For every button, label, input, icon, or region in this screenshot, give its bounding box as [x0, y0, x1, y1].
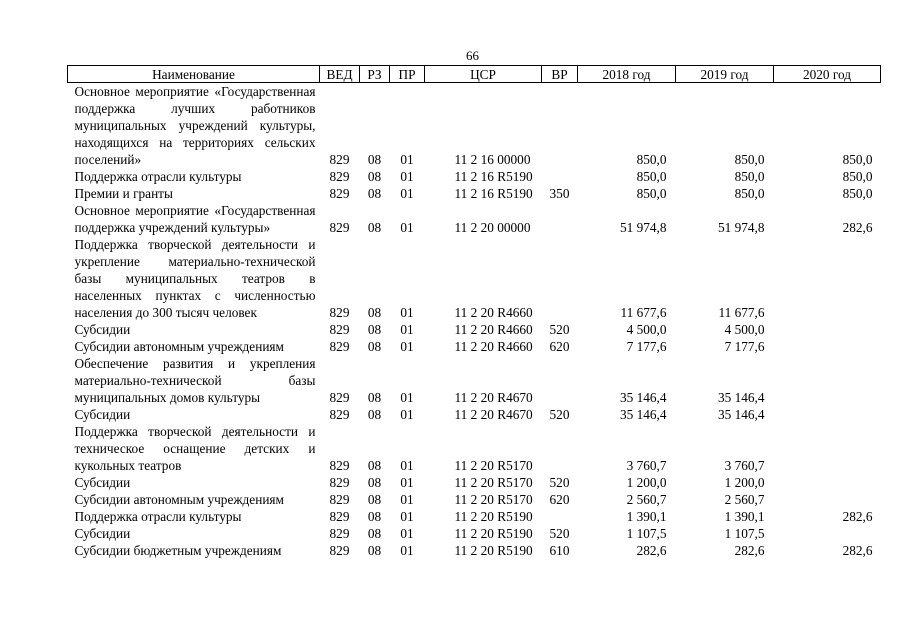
- row-ved: 829: [329, 543, 350, 558]
- table-row: [68, 508, 881, 525]
- row-csr: 11 2 16 R5190: [454, 186, 533, 201]
- row-vr: 520: [549, 322, 570, 337]
- page-number: 66: [466, 48, 479, 63]
- row-pr: 01: [400, 475, 414, 490]
- row-name: Поддержка отрасли культуры: [74, 169, 242, 184]
- row-amount-2018: 2 560,7: [626, 492, 667, 507]
- row-vr: 350: [549, 186, 570, 201]
- row-vr: [542, 355, 578, 406]
- table-row: [68, 321, 881, 338]
- table-row: [68, 423, 881, 474]
- row-amount-2018: 1 390,1: [626, 509, 667, 524]
- row-amount-2020: [774, 491, 881, 508]
- row-amount-2020: 850,0: [842, 169, 873, 184]
- row-vr: [542, 202, 578, 236]
- row-rz: 08: [367, 492, 382, 507]
- row-pr: 01: [400, 186, 414, 201]
- row-pr: 01: [400, 169, 414, 184]
- table-row: [68, 83, 881, 169]
- row-name: Субсидии бюджетным учреждениям: [74, 543, 282, 558]
- row-amount-2018: 850,0: [636, 186, 667, 201]
- row-amount-2018: 51 974,8: [619, 220, 667, 235]
- row-vr: [542, 83, 578, 169]
- row-rz: 08: [367, 407, 382, 422]
- row-csr: 11 2 20 R5190: [454, 526, 533, 541]
- row-pr: 01: [400, 152, 414, 167]
- row-vr: [542, 423, 578, 474]
- row-name: Субсидии автономным учреждениям: [74, 339, 284, 354]
- row-csr: 11 2 20 R5170: [454, 475, 533, 490]
- row-amount-2020: [774, 474, 881, 491]
- row-csr: 11 2 16 00000: [454, 152, 531, 167]
- column-header-name: Наименование: [68, 66, 320, 83]
- row-name: Основное мероприятие «Государственная поддержка лучших работников муниципальных учреждений культуры, находящихся на территориях сельских поселений»: [74, 84, 316, 167]
- row-amount-2019: 850,0: [734, 186, 765, 201]
- row-ved: 829: [329, 186, 350, 201]
- row-amount-2019: 2 560,7: [724, 492, 765, 507]
- row-amount-2018: 850,0: [636, 152, 667, 167]
- row-amount-2019: 1 390,1: [724, 509, 765, 524]
- row-name: Поддержка отрасли культуры: [74, 509, 242, 524]
- row-rz: 08: [367, 339, 382, 354]
- row-ved: 829: [329, 526, 350, 541]
- row-amount-2020: [774, 321, 881, 338]
- table-row: [68, 185, 881, 202]
- table-row: [68, 406, 881, 423]
- row-pr: 01: [400, 526, 414, 541]
- row-name: Поддержка творческой деятельности и укрепление материально-технической базы муниципальных театров в населенных пунктах с численностью населения до 300 тысяч человек: [74, 237, 316, 320]
- row-rz: 08: [367, 475, 382, 490]
- row-csr: 11 2 20 R5190: [454, 543, 533, 558]
- row-rz: 08: [367, 322, 382, 337]
- table-row: [68, 525, 881, 542]
- row-csr: 11 2 20 00000: [454, 220, 531, 235]
- table-row: [68, 542, 881, 559]
- row-amount-2018: 1 200,0: [626, 475, 667, 490]
- row-amount-2020: 282,6: [842, 220, 873, 235]
- row-amount-2018: 11 677,6: [620, 305, 667, 320]
- row-ved: 829: [329, 220, 350, 235]
- row-amount-2019: 35 146,4: [717, 390, 765, 405]
- row-rz: 08: [367, 305, 382, 320]
- table-row: [68, 355, 881, 406]
- row-amount-2020: [774, 236, 881, 321]
- row-ved: 829: [329, 390, 350, 405]
- column-header-csr: ЦСР: [425, 66, 542, 83]
- row-pr: 01: [400, 492, 414, 507]
- column-header-rz: РЗ: [360, 66, 390, 83]
- row-pr: 01: [400, 543, 414, 558]
- row-ved: 829: [329, 169, 350, 184]
- row-amount-2020: [774, 525, 881, 542]
- row-pr: 01: [400, 509, 414, 524]
- row-csr: 11 2 16 R5190: [454, 169, 533, 184]
- row-amount-2019: 850,0: [734, 169, 765, 184]
- column-header-2018: 2018 год: [578, 66, 676, 83]
- table-row: [68, 168, 881, 185]
- budget-table: [67, 65, 881, 559]
- row-rz: 08: [367, 526, 382, 541]
- row-amount-2020: 850,0: [842, 152, 873, 167]
- row-ved: 829: [329, 492, 350, 507]
- row-rz: 08: [367, 186, 382, 201]
- row-amount-2019: 51 974,8: [717, 220, 765, 235]
- row-vr: 620: [549, 339, 570, 354]
- column-header-pr: ПР: [390, 66, 425, 83]
- row-pr: 01: [400, 407, 414, 422]
- row-amount-2018: 850,0: [636, 169, 667, 184]
- row-amount-2020: [774, 423, 881, 474]
- row-amount-2018: 4 500,0: [626, 322, 667, 337]
- row-rz: 08: [367, 509, 382, 524]
- row-amount-2018: 1 107,5: [626, 526, 667, 541]
- row-vr: 520: [549, 526, 570, 541]
- row-amount-2019: 7 177,6: [724, 339, 765, 354]
- row-name: Основное мероприятие «Государственная поддержка учреждений культуры»: [74, 203, 316, 235]
- row-vr: 520: [549, 407, 570, 422]
- row-amount-2018: 7 177,6: [626, 339, 667, 354]
- row-name: Субсидии: [74, 322, 131, 337]
- row-rz: 08: [367, 458, 382, 473]
- row-name: Премии и гранты: [74, 186, 173, 201]
- table-header-row: [68, 66, 881, 83]
- row-name: Поддержка творческой деятельности и техническое оснащение детских и кукольных театров: [74, 424, 316, 473]
- row-rz: 08: [367, 220, 382, 235]
- row-pr: 01: [400, 339, 414, 354]
- row-name: Субсидии автономным учреждениям: [74, 492, 284, 507]
- column-header-2019: 2019 год: [676, 66, 774, 83]
- row-csr: 11 2 20 R4670: [454, 390, 533, 405]
- row-amount-2019: 4 500,0: [724, 322, 765, 337]
- row-name: Субсидии: [74, 526, 131, 541]
- column-header-vr: ВР: [542, 66, 578, 83]
- row-amount-2020: 282,6: [842, 543, 873, 558]
- column-header-2020: 2020 год: [774, 66, 881, 83]
- row-csr: 11 2 20 R4660: [454, 305, 533, 320]
- row-amount-2020: 282,6: [842, 509, 873, 524]
- row-name: Субсидии: [74, 475, 131, 490]
- row-amount-2018: 3 760,7: [626, 458, 667, 473]
- row-ved: 829: [329, 475, 350, 490]
- row-csr: 11 2 20 R4660: [454, 339, 533, 354]
- row-vr: 610: [549, 543, 570, 558]
- row-vr: 620: [549, 492, 570, 507]
- row-csr: 11 2 20 R4660: [454, 322, 533, 337]
- row-rz: 08: [367, 390, 382, 405]
- row-vr: [542, 236, 578, 321]
- table-row: [68, 474, 881, 491]
- row-pr: 01: [400, 305, 414, 320]
- row-csr: 11 2 20 R5170: [454, 492, 533, 507]
- row-ved: 829: [329, 339, 350, 354]
- row-amount-2019: 1 107,5: [724, 526, 765, 541]
- row-ved: 829: [329, 458, 350, 473]
- row-amount-2020: [774, 355, 881, 406]
- row-ved: 829: [329, 152, 350, 167]
- row-csr: 11 2 20 R4670: [454, 407, 533, 422]
- row-vr: 520: [549, 475, 570, 490]
- row-amount-2019: 1 200,0: [724, 475, 765, 490]
- table-row: [68, 338, 881, 355]
- row-pr: 01: [400, 220, 414, 235]
- row-amount-2018: 35 146,4: [619, 407, 667, 422]
- row-amount-2018: 35 146,4: [619, 390, 667, 405]
- row-vr: [542, 168, 578, 185]
- row-pr: 01: [400, 390, 414, 405]
- row-ved: 829: [329, 509, 350, 524]
- table-row: [68, 491, 881, 508]
- row-name: Обеспечение развития и укрепления материально-технической базы муниципальных домов культуры: [74, 356, 316, 405]
- row-rz: 08: [367, 169, 382, 184]
- row-ved: 829: [329, 407, 350, 422]
- row-amount-2020: [774, 338, 881, 355]
- row-amount-2019: 3 760,7: [724, 458, 765, 473]
- row-csr: 11 2 20 R5170: [454, 458, 533, 473]
- row-ved: 829: [329, 322, 350, 337]
- row-amount-2019: 35 146,4: [717, 407, 765, 422]
- row-csr: 11 2 20 R5190: [454, 509, 533, 524]
- row-amount-2019: 11 677,6: [718, 305, 765, 320]
- row-pr: 01: [400, 458, 414, 473]
- row-amount-2019: 282,6: [734, 543, 765, 558]
- row-vr: [542, 508, 578, 525]
- row-amount-2020: 850,0: [842, 186, 873, 201]
- table-body: [68, 83, 881, 560]
- table-row: [68, 202, 881, 236]
- row-pr: 01: [400, 322, 414, 337]
- row-amount-2019: 850,0: [734, 152, 765, 167]
- column-header-ved: ВЕД: [320, 66, 360, 83]
- row-amount-2018: 282,6: [636, 543, 667, 558]
- row-rz: 08: [367, 152, 382, 167]
- row-ved: 829: [329, 305, 350, 320]
- table-row: [68, 236, 881, 321]
- row-amount-2020: [774, 406, 881, 423]
- row-rz: 08: [367, 543, 382, 558]
- row-name: Субсидии: [74, 407, 131, 422]
